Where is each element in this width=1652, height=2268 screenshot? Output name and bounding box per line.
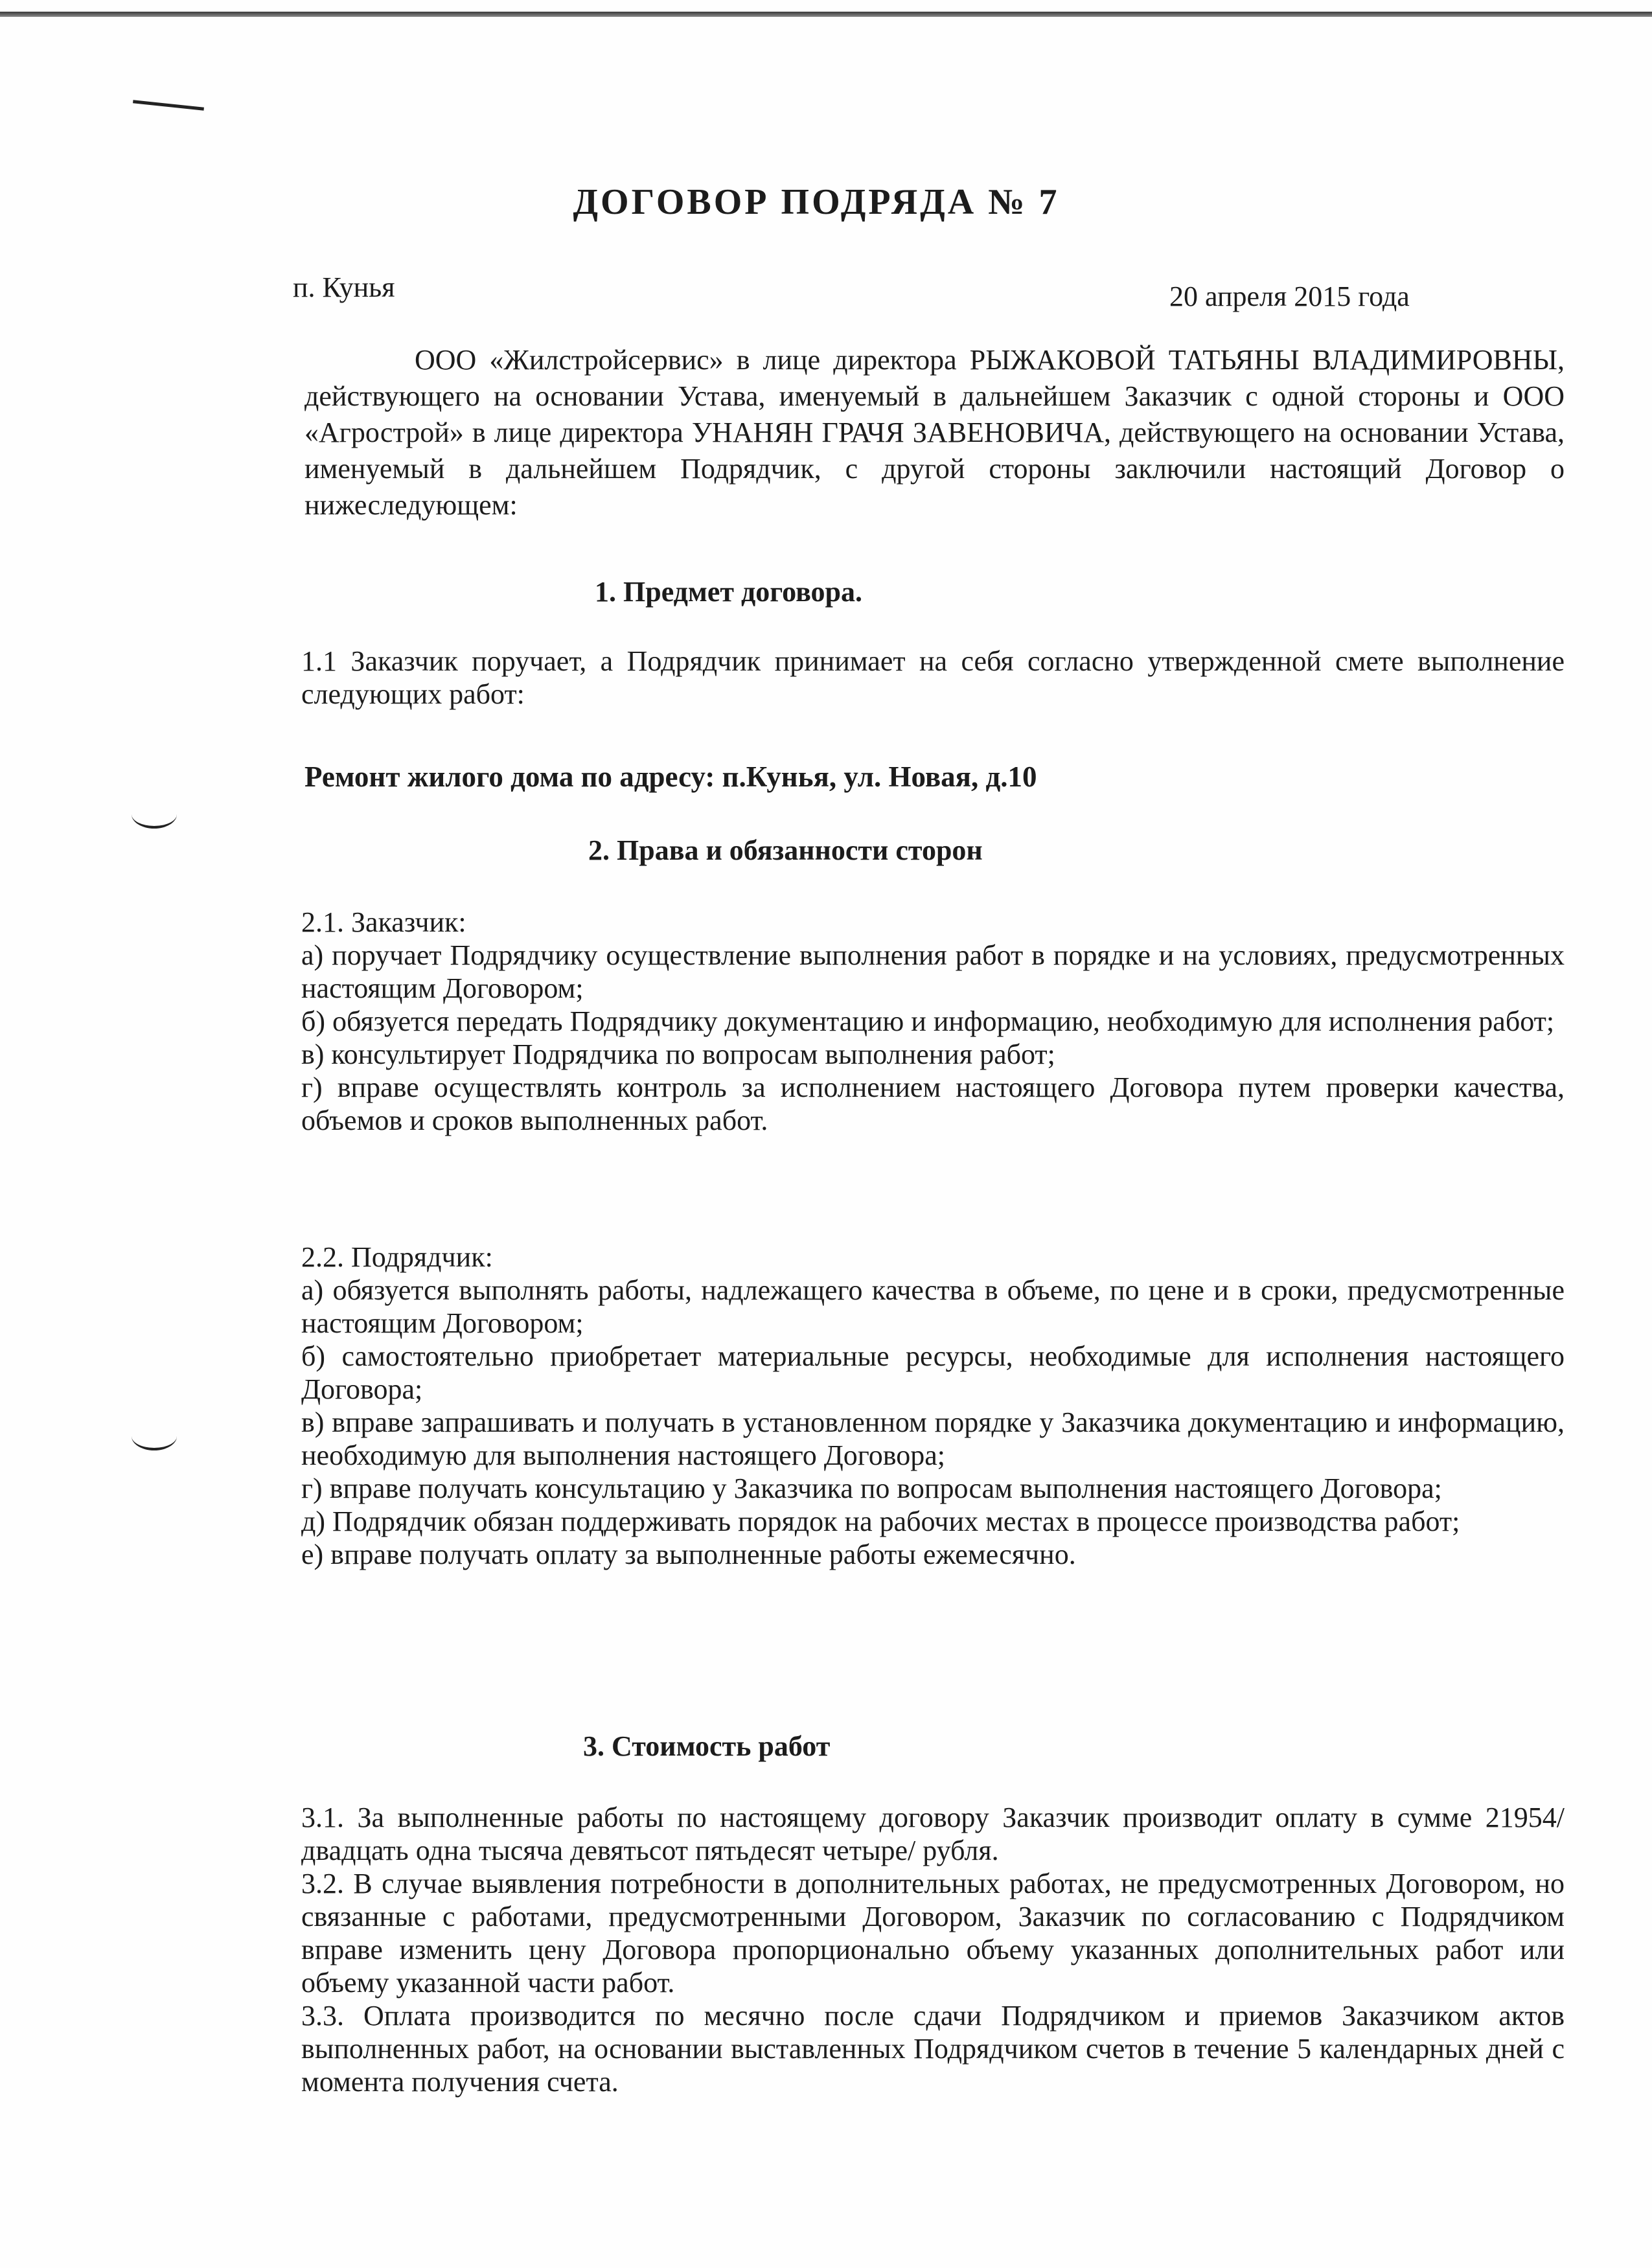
contractor-item: а) обязуется выполнять работы, надлежащего качества в объеме, по цене и в сроки, предусмотренные настоящим Договором; (301, 1274, 1565, 1339)
customer-item: а) поручает Подрядчику осуществление выполнения работ в порядке и на условиях, предусмотренных настоящим Договором; (301, 939, 1565, 1004)
contractor-item: д) Подрядчик обязан поддерживать порядок на рабочих местах в процессе производства работ; (301, 1506, 1460, 1537)
section-3-heading: 3. Стоимость работ (583, 1730, 831, 1762)
contractor-label: 2.2. Подрядчик: (301, 1241, 493, 1273)
customer-item: б) обязуется передать Подрядчику документацию и информацию, необходимую для исполнения работ; (301, 1005, 1555, 1037)
document-date: 20 апреля 2015 года (1169, 281, 1410, 312)
punch-hole-mark (132, 800, 177, 829)
customer-label: 2.1. Заказчик: (301, 906, 466, 938)
contractor-item: б) самостоятельно приобретает материальные ресурсы, необходимые для исполнения настоящего Договора; (301, 1340, 1565, 1405)
intro-paragraph: ООО «Жилстройсервис» в лице директора РЫЖАКОВОЙ ТАТЬЯНЫ ВЛАДИМИРОВНЫ, действующего на основании Устава, именуемый в дальнейшем Заказчик с одной стороны и ООО «Агрострой» в лице директора УНАНЯН ГРАЧЯ ЗАВЕНОВИЧА, действующего на основании Устава, именуемый в дальнейшем Подрядчик, с другой стороны заключили настоящий Договор о нижеследующем: (304, 344, 1565, 521)
section-1-paragraph: 1.1 Заказчик поручает, а Подрядчик принимает на себя согласно утвержденной смете выполнение следующих работ: (301, 645, 1565, 710)
cost-clause: 3.2. В случае выявления потребности в дополнительных работах, не предусмотренных Договором, но связанные с работами, предусмотренными Договором, Заказчик по согласованию с Подрядчиком вправе изменить цену Договора пропорционально объему указанных дополнительных работ или объему указанной части работ. (301, 1868, 1565, 1999)
customer-obligations (301, 906, 1565, 1137)
cost-clause: 3.1. За выполненные работы по настоящему договору Заказчик производит оплату в сумме 21954/ двадцать одна тысяча девятьсот пятьдесят четыре/ рубля. (301, 1802, 1565, 1866)
customer-item: в) консультирует Подрядчика по вопросам выполнения работ; (301, 1038, 1055, 1070)
section-1-heading: 1. Предмет договора. (595, 576, 862, 608)
scan-top-edge (0, 12, 1652, 17)
contractor-obligations (301, 1241, 1565, 1571)
document-place: п. Кунья (293, 271, 395, 303)
section-2-heading: 2. Права и обязанности сторон (588, 834, 983, 866)
document-title: ДОГОВОР ПОДРЯДА № 7 (573, 182, 1060, 222)
contractor-item: в) вправе запрашивать и получать в установленном порядке у Заказчика документацию и информацию, необходимую для выполнения настоящего Договора; (301, 1406, 1565, 1471)
cost-clause: 3.3. Оплата производится по месячно после сдачи Подрядчиком и приемов Заказчиком актов выполненных работ, на основании выставленных Подрядчиком счетов в течение 5 календарных дней с момента получения счета. (301, 2000, 1565, 2098)
scan-mark-dash (133, 100, 204, 110)
cost-clauses (301, 1801, 1565, 2098)
customer-item: г) вправе осуществлять контроль за исполнением настоящего Договора путем проверки качества, объемов и сроков выполненных работ. (301, 1071, 1565, 1136)
contractor-item: е) вправе получать оплату за выполненные работы ежемесячно. (301, 1539, 1076, 1570)
work-address: Ремонт жилого дома по адресу: п.Кунья, ул. Новая, д.10 (304, 761, 1037, 793)
punch-hole-mark (132, 1422, 177, 1450)
contractor-item: г) вправе получать консультацию у Заказчика по вопросам выполнения настоящего Договора; (301, 1472, 1442, 1504)
